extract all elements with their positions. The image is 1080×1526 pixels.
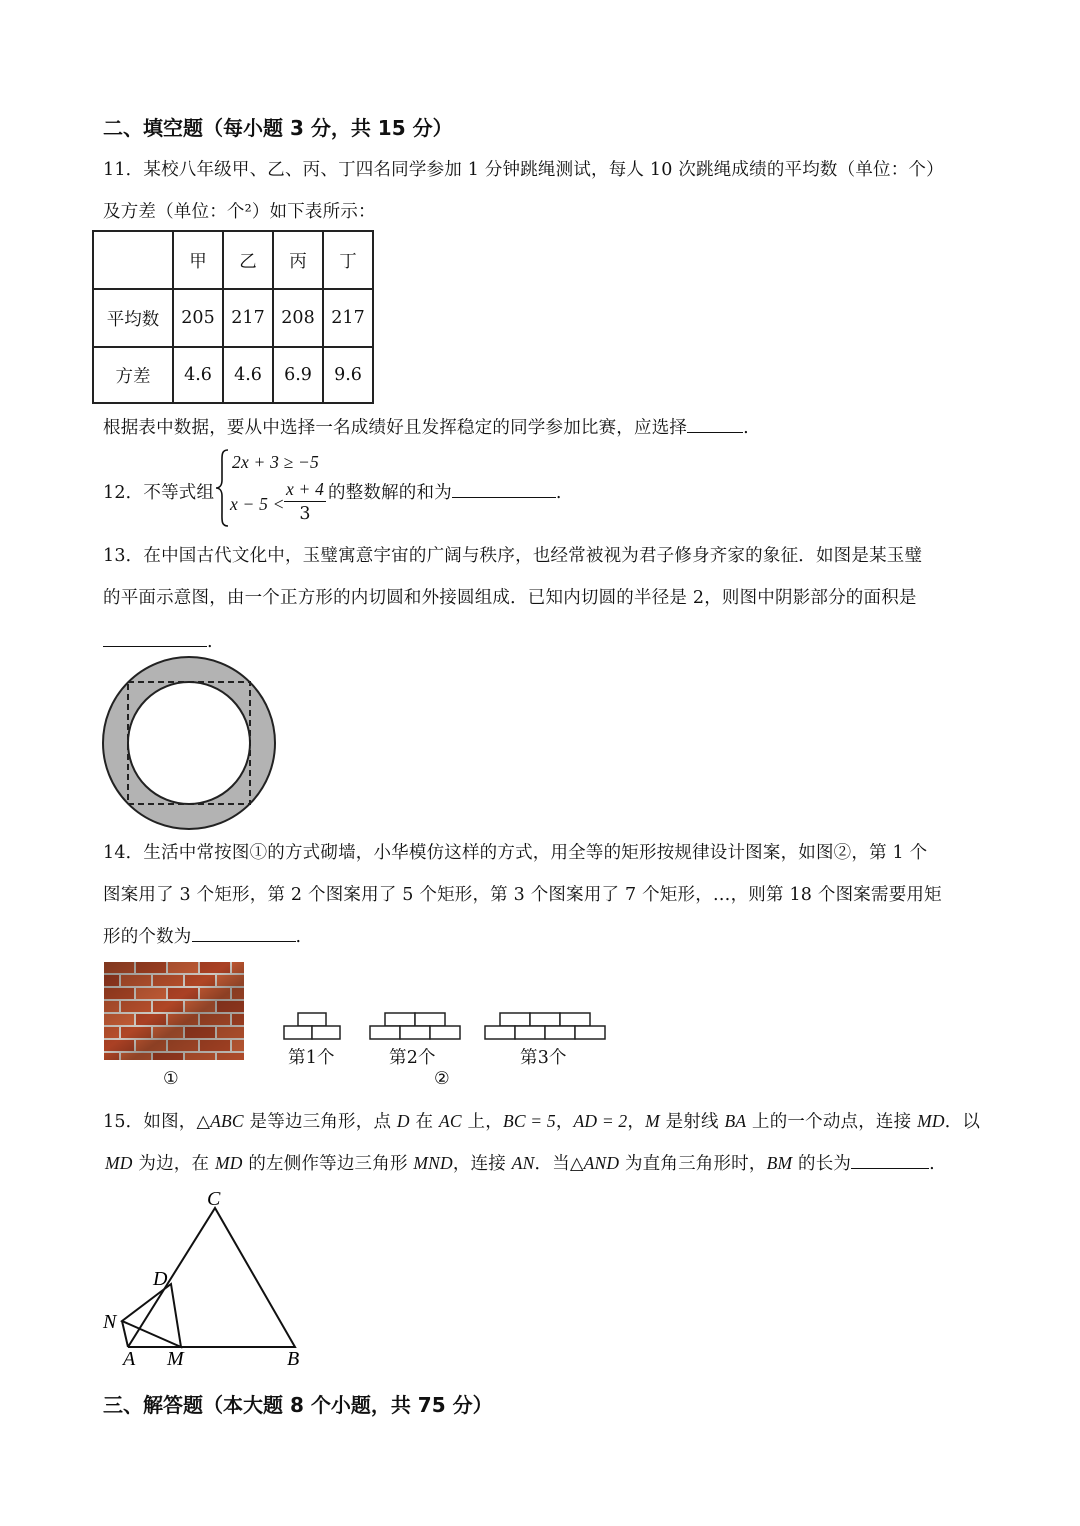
table-cell: 6.9 [273, 347, 323, 403]
q15-line1 [103, 1108, 980, 1133]
q13-line1: 13．在中国古代文化中，玉璧寓意宇宙的广阔与秩序，也经常被视为君子修身齐家的象征．如图是某玉璧 [103, 546, 923, 566]
q15-text: ，连接 [452, 1154, 512, 1174]
q15-text: 为边，在 [132, 1154, 215, 1174]
answer-blank[interactable] [851, 1150, 929, 1169]
q12-suffix [328, 479, 562, 504]
table-cell: 208 [273, 289, 323, 347]
q15-text: 上， [461, 1112, 503, 1132]
q12-inequality-2-left: x − 5 < [230, 494, 285, 514]
q15-text: ．当△ [534, 1154, 584, 1174]
q15-text: 在 [409, 1112, 439, 1132]
q11-question [103, 414, 749, 439]
q15-text: 的长为 [792, 1154, 852, 1174]
q11-period: . [743, 418, 749, 438]
segment-an [122, 1321, 128, 1347]
q15-math: AND [583, 1153, 620, 1173]
q15-text: 上的一个动点，连接 [746, 1112, 918, 1132]
point-label-a: A [123, 1348, 136, 1370]
brace-icon [214, 448, 230, 528]
answer-blank[interactable] [103, 628, 207, 647]
q15-math: MD [105, 1153, 133, 1173]
figure-1-caption: ① [163, 1069, 179, 1089]
q15-text: 是射线 [659, 1112, 725, 1132]
q14-line1: 14．生活中常按图①的方式砌墙，小华模仿这样的方式，用全等的矩形按规律设计图案，如图②，第 1 个 [103, 843, 928, 863]
q15-period: . [929, 1154, 935, 1174]
triangle-mnd [122, 1284, 181, 1347]
q15-math: MND [413, 1153, 453, 1173]
q15-text: ， [627, 1112, 646, 1132]
point-label-n: N [103, 1311, 117, 1333]
q15-math: BM [766, 1153, 793, 1173]
q14-line3 [103, 923, 301, 948]
triangle-figure [95, 1185, 315, 1370]
table-row-label: 方差 [93, 347, 173, 403]
q15-text: ， [555, 1112, 574, 1132]
q11-table [92, 230, 374, 404]
figure-2-caption: ② [434, 1069, 450, 1089]
q14-line3-text: 形的个数为 [103, 927, 192, 947]
brick-wall-photo [104, 962, 244, 1060]
pattern-label-1: 第1个 [288, 1048, 335, 1068]
table-cell: 9.6 [323, 347, 373, 403]
pattern-3 [485, 1013, 605, 1039]
point-label-b: B [287, 1348, 300, 1370]
q13-line2: 的平面示意图，由一个正方形的内切圆和外接圆组成．已知内切圆的半径是 2，则图中阴影部分的面积是 [103, 588, 917, 608]
q15-text: ．以 [944, 1112, 981, 1132]
table-cell: 217 [223, 289, 273, 347]
table-row-label: 平均数 [93, 289, 173, 347]
fraction-numerator: x + 4 [285, 479, 325, 499]
section-3-heading: 三、解答题（本大题 8 个小题，共 75 分） [103, 1393, 493, 1417]
point-label-d: D [153, 1268, 168, 1290]
q15-math: BA [724, 1111, 747, 1131]
q11-question-text: 根据表中数据，要从中选择一名成绩好且发挥稳定的同学参加比赛，应选择 [103, 418, 688, 438]
q15-math: MD [214, 1153, 243, 1173]
q15-text: 为直角三角形时， [619, 1154, 767, 1174]
q11-line1: 11．某校八年级甲、乙、丙、丁四名同学参加 1 分钟跳绳测试，每人 10 次跳绳成绩的平均数（单位：个） [103, 160, 944, 180]
q13-line3 [103, 628, 213, 652]
q15-math: MD [917, 1111, 945, 1131]
q12-inequality-1: 2x + 3 ≥ −5 [232, 452, 319, 472]
q15-text: 是等边三角形，点 [243, 1112, 397, 1132]
q14-line2: 图案用了 3 个矩形，第 2 个图案用了 5 个矩形，第 3 个图案用了 7 个矩形，…，则第 18 个图案需要用矩 [103, 885, 942, 905]
q15-text: 15．如图，△ [103, 1112, 211, 1132]
q12-prefix: 12．不等式组 [103, 483, 215, 503]
point-label-m: M [167, 1348, 184, 1370]
pattern-2 [370, 1013, 460, 1039]
pattern-label-3: 第3个 [520, 1048, 567, 1068]
table-header-cell: 丁 [323, 231, 373, 289]
fraction-bar [284, 501, 326, 502]
inner-circle [128, 682, 250, 804]
q15-math: ABC [210, 1111, 244, 1131]
q12-suffix-text: 的整数解的和为 [328, 483, 452, 503]
table-row [93, 347, 373, 403]
q11-line2: 及方差（单位：个²）如下表所示： [103, 202, 376, 222]
q15-math: D [396, 1111, 410, 1131]
section-2-heading: 二、填空题（每小题 3 分，共 15 分） [103, 116, 453, 140]
table-corner-cell [93, 231, 173, 289]
q15-text: 的左侧作等边三角形 [242, 1154, 414, 1174]
q15-math: BC = 5 [502, 1111, 556, 1131]
answer-blank[interactable] [192, 923, 296, 942]
point-label-c: C [207, 1188, 221, 1210]
table-cell: 205 [173, 289, 223, 347]
table-cell: 4.6 [223, 347, 273, 403]
table-cell: 4.6 [173, 347, 223, 403]
q15-math: AD = 2 [573, 1111, 628, 1131]
table-header-cell: 乙 [223, 231, 273, 289]
q12-period: . [555, 483, 562, 503]
table-cell: 217 [323, 289, 373, 347]
q15-math: M [645, 1111, 660, 1131]
q14-period: . [295, 927, 302, 947]
q13-period: . [207, 632, 213, 652]
answer-blank[interactable] [452, 479, 556, 498]
q15-math: AN [511, 1153, 535, 1173]
q15-line2 [105, 1150, 935, 1175]
q15-math: AC [439, 1111, 462, 1131]
fraction-denominator: 3 [299, 504, 311, 524]
table-header-cell: 丙 [273, 231, 323, 289]
jade-disc-figure [100, 655, 280, 835]
q12-fraction [284, 479, 326, 524]
pattern-1 [284, 1013, 340, 1039]
table-row [93, 289, 373, 347]
pattern-label-2: 第2个 [389, 1048, 436, 1068]
table-header-cell: 甲 [173, 231, 223, 289]
rectangle-patterns [280, 1010, 612, 1044]
answer-blank[interactable] [687, 414, 743, 433]
